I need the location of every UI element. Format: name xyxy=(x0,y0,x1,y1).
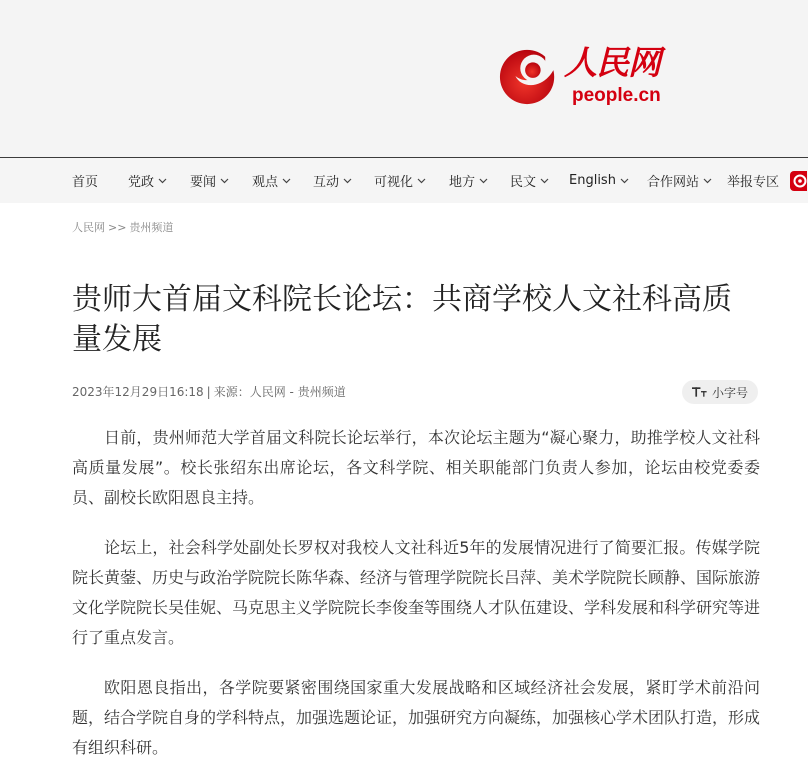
chevron-down-icon xyxy=(417,178,426,184)
site-header xyxy=(0,0,808,157)
font-size-icon xyxy=(692,386,707,398)
people-daily-swirl-icon xyxy=(498,44,560,106)
breadcrumb-home-link[interactable]: 人民网 xyxy=(72,221,105,234)
logo-domain: people.cn xyxy=(572,85,661,106)
nav-item-label: 首页 xyxy=(72,175,99,190)
nav-item-visualization[interactable] xyxy=(374,158,426,203)
chevron-down-icon xyxy=(220,178,229,184)
article-title: 贵师大首届文科院长论坛：共商学校人文社科高质量发展 xyxy=(72,282,732,357)
nav-item-home[interactable] xyxy=(72,158,98,203)
people-app-icon[interactable] xyxy=(790,171,807,191)
nav-item-label: 观点 xyxy=(252,175,279,190)
chevron-down-icon xyxy=(343,178,352,184)
nav-item-report-center[interactable] xyxy=(727,158,779,203)
article-paragraph: 欧阳恩良指出，各学院要紧密围绕国家重大发展战略和区域经济社会发展，紧盯学术前沿问题，结合学院自身的学科特点，加强选题论证，加强研究方向凝练，加强核心学术团队打造，形成有组织科研。 xyxy=(72,678,760,757)
nav-item-local[interactable] xyxy=(449,158,488,203)
nav-item-label: 合作网站 xyxy=(647,175,700,190)
chevron-down-icon xyxy=(479,178,488,184)
chevron-down-icon xyxy=(703,178,712,184)
nav-item-label: 要闻 xyxy=(190,175,217,190)
site-logo[interactable] xyxy=(498,42,674,108)
chevron-down-icon xyxy=(620,178,629,184)
breadcrumb xyxy=(72,220,173,236)
nav-item-partner-sites[interactable] xyxy=(647,158,712,203)
font-size-toggle-label: 小字号 xyxy=(711,385,748,400)
nav-item-label: 党政 xyxy=(128,175,155,190)
breadcrumb-separator: >> xyxy=(108,221,127,234)
source-label: 来源： xyxy=(213,385,250,399)
chevron-down-icon xyxy=(282,178,291,184)
nav-item-label: 可视化 xyxy=(374,175,414,190)
publish-datetime: 2023年12月29日16:18 xyxy=(72,385,204,399)
nav-item-opinion[interactable] xyxy=(252,158,291,203)
article-paragraph: 论坛上，社会科学处副处长罗权对我校人文社科近5年的发展情况进行了简要汇报。传媒学院院长黄蓥、历史与政治学院院长陈华森、经济与管理学院院长吕萍、美术学院院长顾静、国际旅游文化学院院长吴佳妮、马克思主义学院院长李俊奎等围绕人才队伍建设、学科发展和科学研究等进行了重点发言。 xyxy=(72,538,760,647)
nav-item-news[interactable] xyxy=(190,158,229,203)
nav-item-label: 民文 xyxy=(510,175,537,190)
nav-item-label: English xyxy=(569,173,616,188)
chevron-down-icon xyxy=(540,178,549,184)
nav-item-ethnic-languages[interactable] xyxy=(510,158,549,203)
breadcrumb-channel-link[interactable]: 贵州频道 xyxy=(129,221,174,234)
nav-item-label: 地方 xyxy=(449,175,476,190)
meta-divider: | xyxy=(206,385,211,399)
nav-item-party-government[interactable] xyxy=(128,158,167,203)
nav-item-interaction[interactable] xyxy=(313,158,352,203)
article-meta xyxy=(72,380,346,404)
nav-item-english[interactable] xyxy=(569,158,629,203)
chevron-down-icon xyxy=(158,178,167,184)
source-link[interactable]: 人民网 - 贵州频道 xyxy=(249,385,346,399)
font-size-toggle-button[interactable] xyxy=(682,380,758,404)
article-paragraph: 日前，贵州师范大学首届文科院长论坛举行，本次论坛主题为“凝心聚力，助推学校人文社科高质量发展”。校长张绍东出席论坛，各文科学院、相关职能部门负责人参加，论坛由校党委委员、副校长欧阳恩良主持。 xyxy=(72,428,760,507)
article-body xyxy=(72,423,760,763)
nav-item-label: 互动 xyxy=(313,175,340,190)
logo-name: 人民网 xyxy=(564,43,660,82)
main-nav xyxy=(0,157,808,203)
nav-item-label: 举报专区 xyxy=(727,175,780,190)
